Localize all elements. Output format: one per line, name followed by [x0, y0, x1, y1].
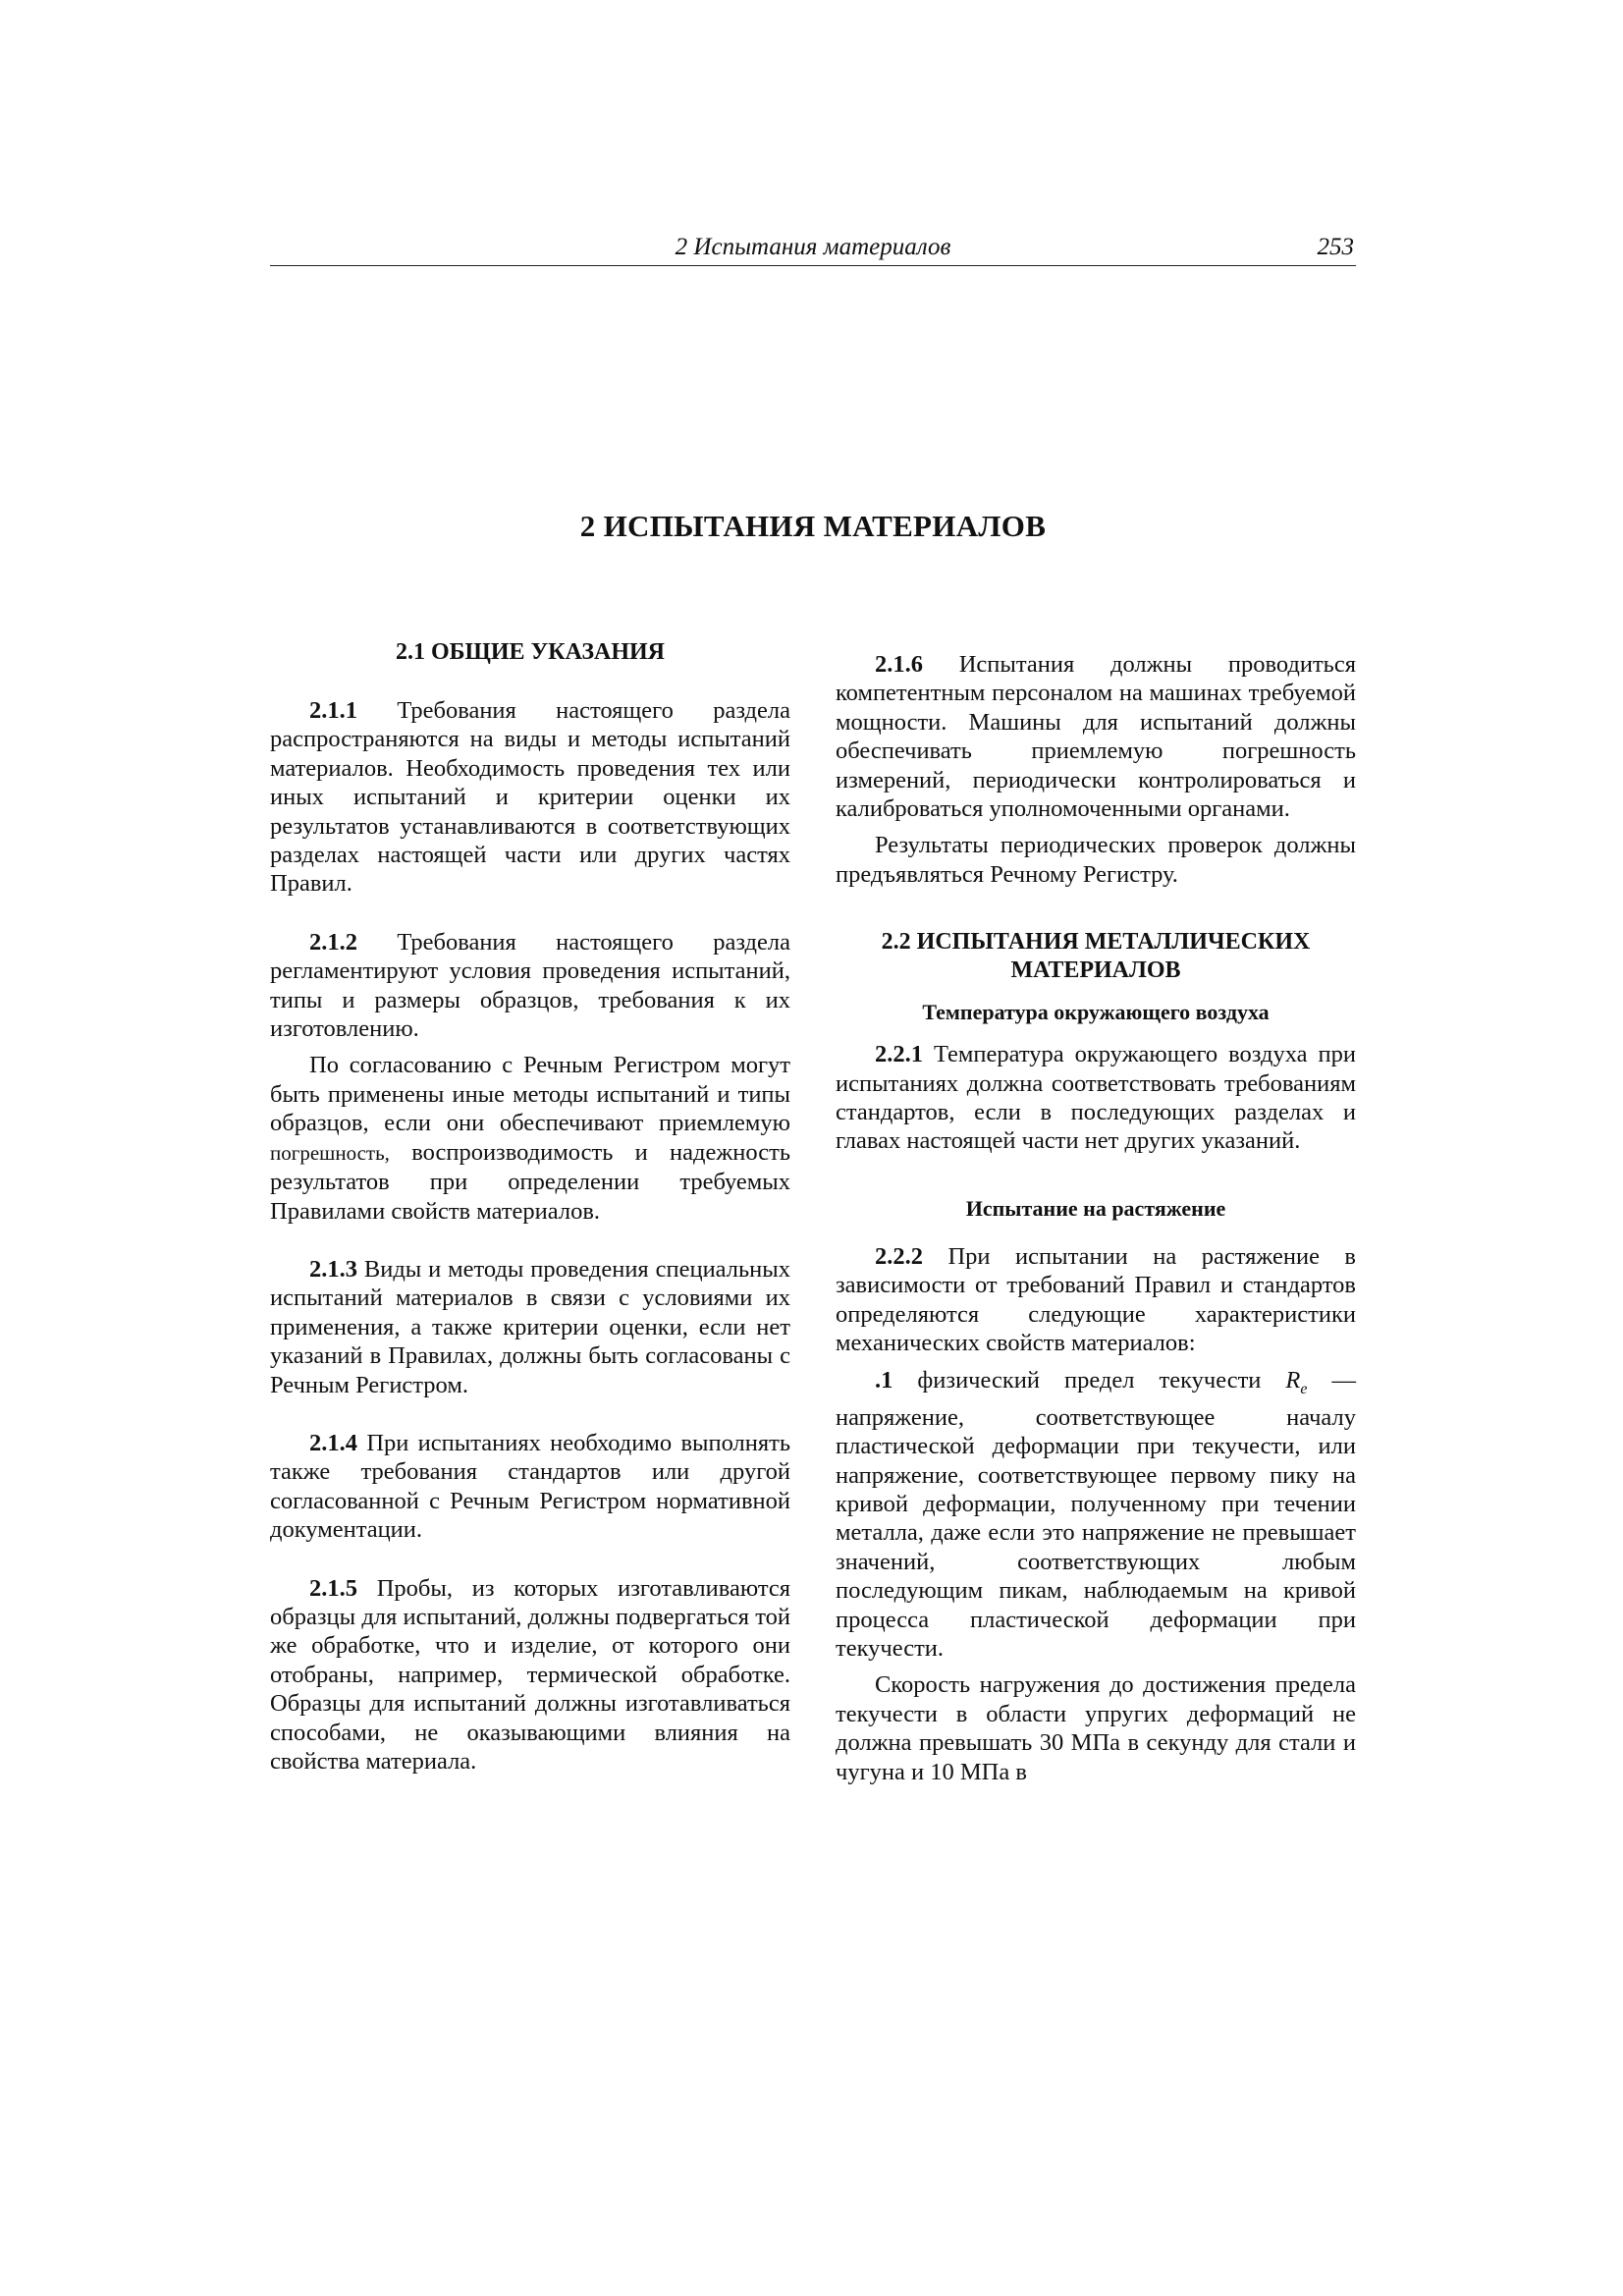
paragraph-2-2-1 — [836, 1040, 1356, 1156]
paragraph-number: 2.1.6 — [875, 651, 923, 678]
paragraph-text: Результаты периодических проверок должны предъявляться Речному Регистру. — [836, 832, 1356, 888]
list-item-1 — [836, 1366, 1356, 1664]
paragraph-text-before: По согласованию с Речным Регистром могут быть применены иные методы испытаний и типы образцов, если они обеспечивают приемлемую — [270, 1052, 790, 1137]
left-column — [270, 638, 790, 1776]
paragraph-2-1-4 — [270, 1429, 790, 1545]
list-item-number: .1 — [875, 1366, 893, 1394]
paragraph-2-2-2 — [836, 1242, 1356, 1358]
paragraph-2-1-3 — [270, 1255, 790, 1399]
paragraph-2-1-2 — [270, 928, 790, 1044]
paragraph-2-1-2-continued — [270, 1051, 790, 1225]
paragraph-2-1-6-continued — [836, 831, 1356, 889]
list-item-text-before: физический предел текучести — [917, 1366, 1262, 1394]
paragraph-text: При испытании на растяжение в зависимости от требований Правил и стандартов определяются следующие характеристики механических свойств материалов: — [836, 1242, 1357, 1357]
paragraph-2-1-6 — [836, 650, 1356, 823]
running-head-title: 2 Испытания материалов — [675, 234, 951, 260]
paragraph-number: 2.1.5 — [309, 1574, 357, 1602]
subheading-temperature: Температура окружающего воздуха — [922, 1000, 1270, 1025]
paragraph-text: Испытания должны проводиться компетентным персоналом на машинах требуемой мощности. Машины для испытаний должны обеспечивать приемлемую погрешность измерений, периодически контролироваться и калиброваться уполномоченными органами. — [836, 651, 1356, 823]
paragraph-text: Пробы, из которых изготавливаются образцы для испытаний, должны подвергаться той же обработке, что и изделие, от которого они отобраны, например, термической обработке. Образцы для испытаний должны изготавливаться способами, не оказывающими влияния на свойства материала. — [270, 1574, 790, 1775]
page-number: 253 — [1317, 234, 1354, 260]
list-item-text-after: — напряжение, соответствующее началу пластической деформации при текучести, или напряжение, соответствующее первому пику на кривой деформации, полученному при течении металла, даже если это напряжение не превышает значений, соответствующих любым последующим пикам, наблюдаемым на кривой процесса пластической деформации при текучести. — [836, 1366, 1357, 1663]
paragraph-number: 2.1.3 — [309, 1255, 357, 1283]
subheading-tension-test: Испытание на растяжение — [965, 1195, 1226, 1221]
running-head — [270, 232, 1356, 266]
section-heading-2-2 — [836, 928, 1356, 985]
paragraph-text: Требования настоящего раздела распространяются на виды и методы испытаний материалов. Необходимость проведения тех или иных испытаний и критерии оценки их результатов устанавливаются в соответствующих разделах настоящей части или других частях Правил. — [270, 697, 790, 898]
paragraph-text: Скорость нагружения до достижения предела текучести в области упругих деформаций не должна превышать 30 МПа в секунду для стали и чугуна и 10 МПа в — [836, 1671, 1356, 1785]
paragraph-number: 2.2.2 — [875, 1242, 923, 1270]
paragraph-text: При испытаниях необходимо выполнять также требования стандартов или другой согласованной с Речным Регистром нормативной документации. — [270, 1429, 790, 1544]
paragraph-number: 2.2.1 — [875, 1041, 923, 1068]
section-heading-2-1: 2.1 ОБЩИЕ УКАЗАНИЯ — [396, 639, 665, 665]
paragraph-number: 2.1.4 — [309, 1429, 357, 1456]
paragraph-loading-speed — [836, 1670, 1356, 1786]
paragraph-text: Температура окружающего воздуха при испытаниях должна соответствовать требованиям стандартов, если в последующих разделах и главах настоящей части нет других указаний. — [836, 1041, 1356, 1155]
right-column — [836, 650, 1356, 1786]
section-heading-line-1: 2.2 ИСПЫТАНИЯ МЕТАЛЛИЧЕСКИХ — [881, 929, 1311, 956]
chapter-title: 2 ИСПЫТАНИЯ МАТЕРИАЛОВ — [579, 509, 1047, 543]
paragraph-text-small: погрешность, — [270, 1140, 390, 1165]
yield-strength-symbol: $R_e$ — [1285, 1366, 1308, 1397]
paragraph-number: 2.1.1 — [309, 697, 357, 724]
paragraph-text: Виды и методы проведения специальных испытаний материалов в связи с условиями их применения, а также критерии оценки, если нет указаний в Правилах, должны быть согласованы с Речным Регистром. — [270, 1255, 790, 1398]
section-heading-line-2: МАТЕРИАЛОВ — [1010, 957, 1181, 984]
paragraph-text: Требования настоящего раздела регламентируют условия проведения испытаний, типы и размеры образцов, требования к их изготовлению. — [270, 928, 790, 1043]
paragraph-number: 2.1.2 — [309, 928, 357, 956]
paragraph-2-1-5 — [270, 1574, 790, 1777]
paragraph-2-1-1 — [270, 696, 790, 899]
paragraph-text-after: воспроизводимость и надежность результатов при определении требуемых Правилами свойств материалов. — [270, 1138, 790, 1225]
